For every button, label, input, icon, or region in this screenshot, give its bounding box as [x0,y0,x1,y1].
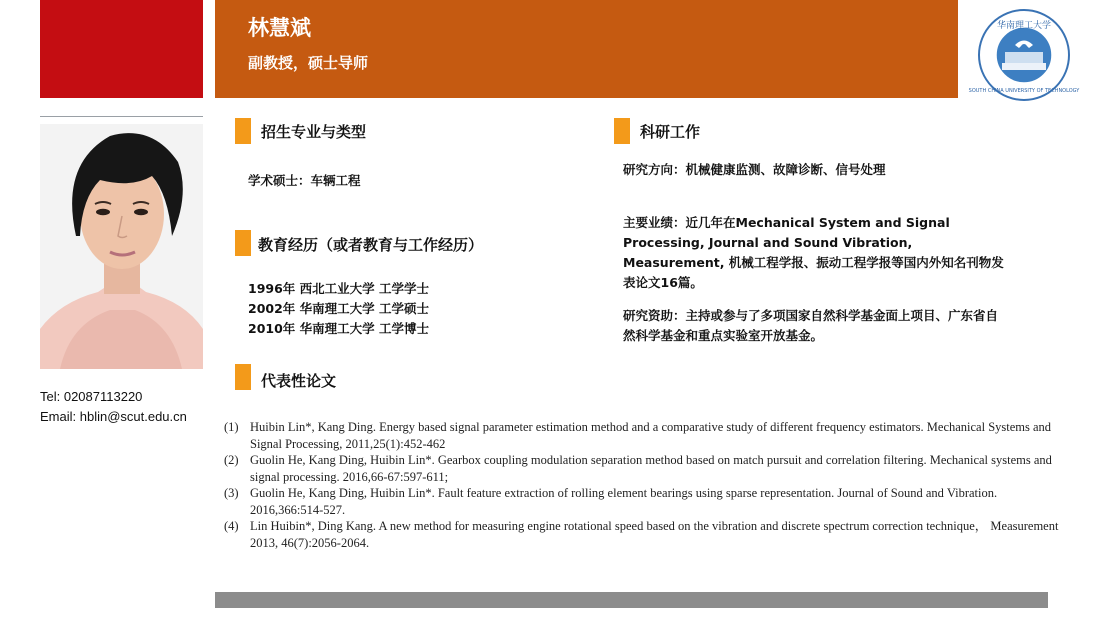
paper-citation: Guolin He, Kang Ding, Huibin Lin*. Fault feature extraction of rolling element bearings using sparse representation. Journal of Sound and Vibration. 2016,366:514-527. [250,486,998,517]
paper-citation: Lin Huibin*, Ding Kang. A new method for measuring engine rotational speed based on the vibration and discrete spectrum correction technique， Measurement 2013, 46(7):2056-2064. [250,519,1059,550]
university-logo [968,8,1080,102]
section-marker-icon [235,364,251,390]
admission-heading: 招生专业与类型 [261,123,367,141]
paper-citation: Huibin Lin*, Kang Ding. Energy based signal parameter estimation method and a comparative study of different frequency estimators. Mechanical Systems and Signal Processing, 2011,25(1):452-462 [250,420,1052,451]
papers-list [224,419,1064,551]
paper-number: (4) [224,519,239,533]
research-achievements: 主要业绩：近几年在Mechanical System and Signal Processing, Journal and Sound Vibration, Measurement, 机械工程学报、振动工程学报等国内外知名刊物发表论文16篇。 [623,215,1004,290]
paper-number: (1) [224,420,239,434]
paper-number: (3) [224,486,239,500]
photo-divider [40,116,203,117]
papers-heading: 代表性论文 [261,372,337,390]
profile-name: 林慧斌 [248,16,311,40]
research-direction: 研究方向：机械健康监测、故障诊断、信号处理 [623,162,886,177]
profile-photo [40,124,203,369]
admission-text: 学术硕士：车辆工程 [248,173,361,188]
research-funding: 研究资助：主持或参与了多项国家自然科学基金面上项目、广东省自然科学基金和重点实验室开放基金。 [623,308,999,343]
paper-number: (2) [224,453,239,467]
education-list [248,279,429,339]
footer-bar [215,592,1048,608]
paper-item [224,485,1064,518]
header-bar [215,0,958,98]
education-item: 1996年 西北工业大学 工学学士 [248,281,429,296]
logo-chinese-text: 华南理工大学 [996,21,1052,31]
profile-title: 副教授，硕士导师 [248,54,369,72]
section-marker-icon [235,118,251,144]
paper-item [224,452,1064,485]
paper-item [224,518,1064,551]
paper-citation: Guolin He, Kang Ding, Huibin Lin*. Gearbox coupling modulation separation method based on match pursuit and correlation filtering. Mechanical systems and signal processing. 2016,66-67:597-611; [250,453,1052,484]
contact-tel: Tel: 02087113220 [40,389,143,404]
section-marker-icon [235,230,251,256]
research-heading: 科研工作 [640,123,701,141]
university-seal-icon [968,8,1080,102]
paper-item [224,419,1064,452]
education-heading: 教育经历（或者教育与工作经历） [258,236,484,254]
education-item: 2010年 华南理工大学 工学博士 [248,321,429,336]
education-item: 2002年 华南理工大学 工学硕士 [248,301,429,316]
red-accent-block [40,0,203,98]
section-marker-icon [614,118,630,144]
logo-english-text: SOUTH CHINA UNIVERSITY OF TECHNOLOGY [968,88,1080,94]
contact-email: Email: hblin@scut.edu.cn [40,409,187,424]
